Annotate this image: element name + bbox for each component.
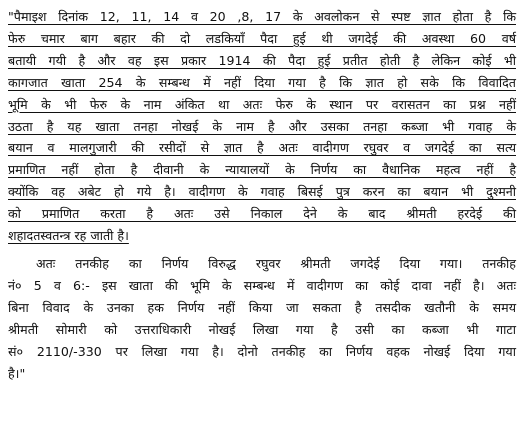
text-line: बतायी गयी है और वह इस प्रकार 1914 की पैदा हुई प्रतीत होती है लेकिन कोई भी — [8, 52, 516, 68]
text-line: उठता है यह खाता तनहा नोखई के नाम है और उसका तनहा कब्जा भी गवाह के — [8, 118, 516, 134]
text-line: नं० 5 व 6:- इस खाता की भूमि के सम्बन्ध में वादीगण का कोई दावा नहीं है। अतः — [8, 277, 516, 293]
text-line: को प्रमाणित करता है अतः उसे निकाल देने के बाद श्रीमती हरदेई की — [8, 206, 516, 222]
text-line: "पैमाइश दिनांक 12, 11, 14 व 20 ,8, 17 के अवलोकन से स्पष्ट ज्ञात होता है कि — [8, 9, 516, 24]
text-line: श्रीमती सोमारी को उत्तराधिकारी नोखई लिखा गया है उसी का कब्जा भी गाटा — [8, 321, 516, 337]
text-line: बयान व मालगुजारी की रसीदों से ज्ञात है अतः वादीगण रघुवर व जगदेई का सत्य — [8, 140, 516, 156]
paragraph-decision — [8, 253, 516, 384]
text-line: प्रमाणित नहीं होता है दीवानी के न्यायालयों के निर्णय का वैधानिक महत्व नहीं है — [8, 162, 516, 178]
text-line: बिना विवाद के उनका हक निर्णय नहीं किया जा सकता है तसदीक खतौनी के समय — [8, 299, 516, 315]
text-line: है।" — [8, 365, 26, 381]
text-line: अतः तनकीह का निर्णय विरुद्ध रघुवर श्रीमती जगदेई दिया गया। तनकीह — [36, 255, 516, 271]
text-line: फेरु चमार बाग बहार की दो लडकियाँ पैदा हुई थी जगदेई की अवस्था 60 वर्ष — [8, 30, 516, 46]
text-line: भूमि के भी फेरु के नाम अंकित था अतः फेरु के स्थान पर वरासतन का प्रश्न नहीं — [8, 96, 516, 112]
text-line: शहादतस्वतन्त्र रह जाती है। — [8, 228, 129, 244]
text-line: क्योंकि वह अबेट हो गये है। वादीगण के गवाह बिसई पुत्र करन का बयान भी दुश्मनी — [8, 184, 516, 200]
paragraph-quoted-finding — [8, 6, 516, 247]
text-line: सं० 2110/-330 पर लिखा गया है। दोनो तनकीह का निर्णय वहक नोखई दिया गया — [8, 343, 516, 359]
text-line: कागजात खाता 254 के सम्बन्ध में नहीं दिया गया है कि ज्ञात हो सके कि विवादित — [8, 74, 516, 90]
